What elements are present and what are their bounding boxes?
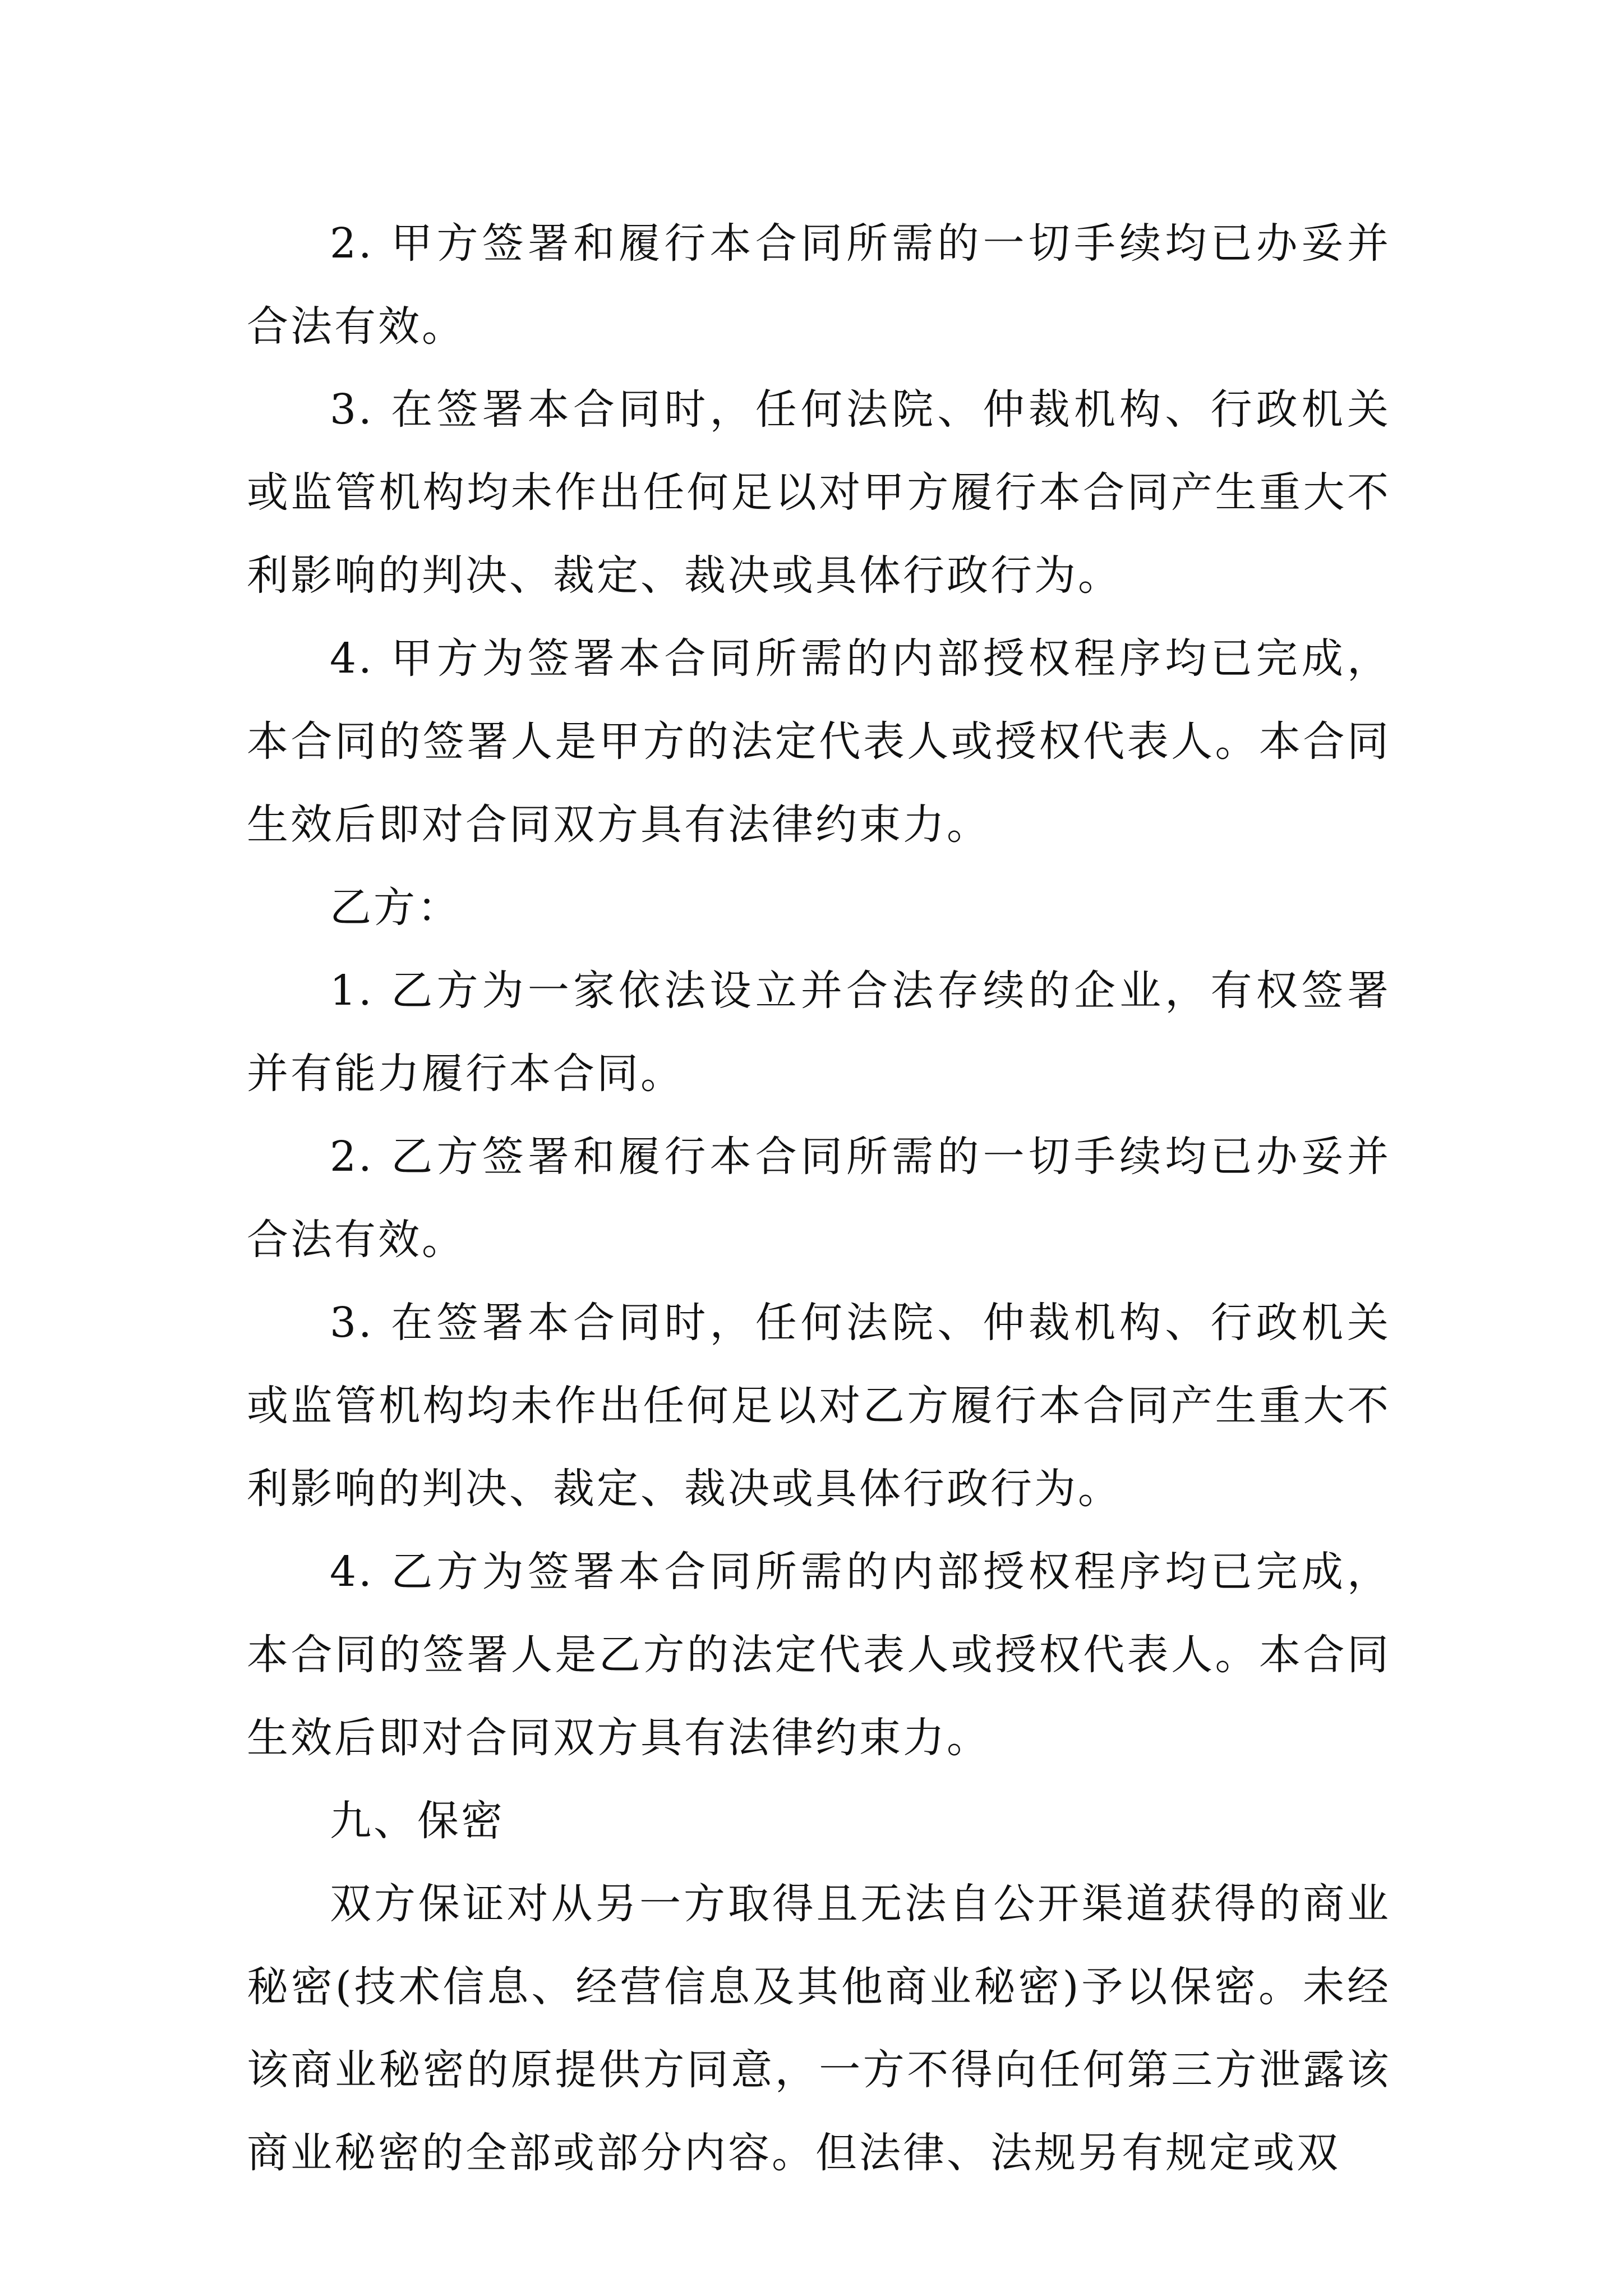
paragraph-party-a-item-4: 4. 甲方为签署本合同所需的内部授权程序均已完成，本合同的签署人是甲方的法定代表人或授权代表人。本合同生效后即对合同双方具有法律约束力。 — [247, 634, 1391, 849]
paragraph-party-a-item-2: 2. 甲方签署和履行本合同所需的一切手续均已办妥并合法有效。 — [247, 219, 1391, 351]
paragraph-party-b-item-1: 1. 乙方为一家依法设立并合法存续的企业，有权签署并有能力履行本合同。 — [247, 967, 1391, 1098]
paragraph-party-b-item-4: 4. 乙方为签署本合同所需的内部授权程序均已完成，本合同的签署人是乙方的法定代表人或授权代表人。本合同生效后即对合同双方具有法律约束力。 — [247, 1548, 1391, 1762]
paragraph-party-b-item-2: 2. 乙方签署和履行本合同所需的一切手续均已办妥并合法有效。 — [247, 1133, 1391, 1264]
document-body — [247, 202, 1391, 2194]
paragraph-party-a-item-3: 3. 在签署本合同时，任何法院、仲裁机构、行政机关或监管机构均未作出任何足以对甲方履行本合同产生重大不利影响的判决、裁定、裁决或具体行政行为。 — [247, 385, 1391, 600]
heading-party-b: 乙方： — [330, 884, 461, 932]
section-heading-confidentiality: 九、保密 — [330, 1797, 505, 1845]
paragraph-confidentiality: 双方保证对从另一方取得且无法自公开渠道获得的商业秘密(技术信息、经营信息及其他商业秘密)予以保密。未经该商业秘密的原提供方同意，一方不得向任何第三方泄露该商业秘密的全部或部分内容。但法律、法规另有规定或双 — [247, 1880, 1391, 2177]
paragraph-party-b-item-3: 3. 在签署本合同时，任何法院、仲裁机构、行政机关或监管机构均未作出任何足以对乙方履行本合同产生重大不利影响的判决、裁定、裁决或具体行政行为。 — [247, 1299, 1391, 1513]
